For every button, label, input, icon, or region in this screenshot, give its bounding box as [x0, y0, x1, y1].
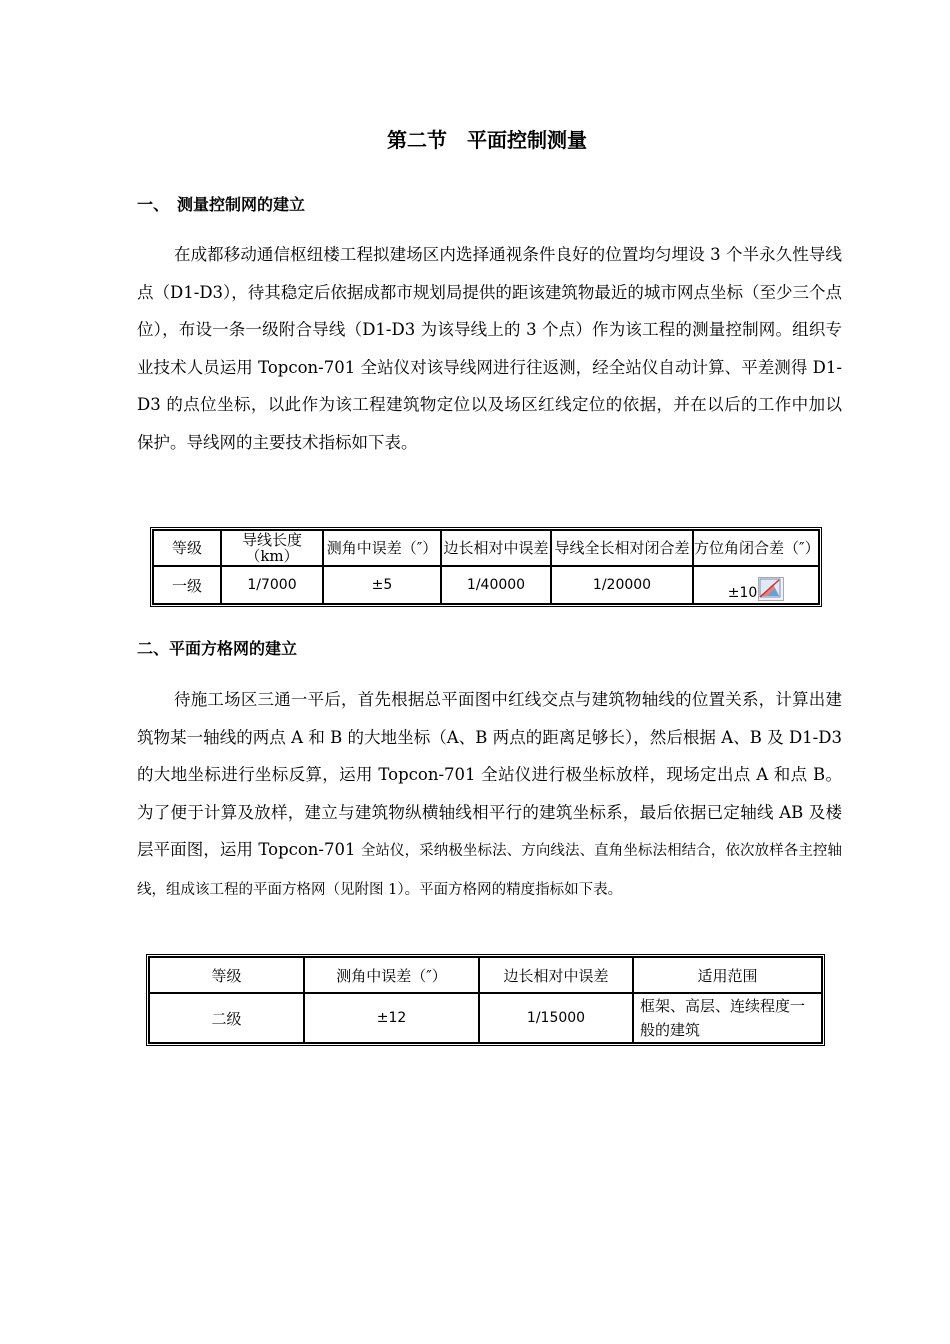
table-cell: 1/15000: [479, 993, 633, 1043]
table-header-row: [153, 530, 819, 566]
table-cell: 1/20000: [551, 566, 693, 604]
table-header-cell: 适用范围: [633, 957, 822, 993]
section-heading-control-network: 一、 测量控制网的建立: [137, 195, 306, 214]
table-cell: ±5: [323, 566, 441, 604]
paragraph-grid-main: 待施工场区三通一平后，首先根据总平面图中红线交点与建筑物轴线的位置关系，计算出建筑物某一轴线的两点 A 和 B 的大地坐标（A、B 两点的距离足够长），然后根据 A、B 及 D1-D3 的大地坐标进行坐标反算，运用 Topcon-701 全站仪进行极坐标放样，现场定出点 A 和点 B。为了便于计算及放样，建立与建筑物纵横轴线相平行的建筑坐标系，最后依据已定轴线 AB 及楼层平面图，运用 Topcon-701: [137, 690, 842, 859]
table-header-cell: 方位角闭合差（″）: [693, 530, 819, 566]
paragraph-grid-tail: 全站仪，采纳极坐标法、方向线法、直角坐标法相结合，依次放样各主控轴线，组成该工程的平面方格网（见附图 1）。平面方格网的精度指标如下表。: [137, 843, 842, 898]
table-cell-azimuth: [693, 566, 819, 604]
table-header-cell: 等级: [149, 957, 304, 993]
table-header-cell: 测角中误差（″）: [323, 530, 441, 566]
table-cell: 二级: [149, 993, 304, 1043]
page-title: 第二节 平面控制测量: [387, 128, 587, 152]
traverse-spec-table: [150, 527, 822, 607]
table-cell: 1/7000: [221, 566, 323, 604]
table-header-cell: 测角中误差（″）: [304, 957, 479, 993]
grid-spec-table: [146, 954, 825, 1046]
table-cell: 1/40000: [441, 566, 551, 604]
table-header-cell: 边长相对中误差: [441, 530, 551, 566]
table-cell: ±12: [304, 993, 479, 1043]
table-header-cell: 等级: [153, 530, 221, 566]
table-cell: ±10: [727, 585, 758, 601]
paragraph-grid-network: [137, 681, 842, 908]
table-row: [149, 993, 822, 1043]
broken-image-icon: [758, 577, 784, 601]
table-header-cell: 导线全长相对闭合差: [551, 530, 693, 566]
table-header-cell: 导线长度（km）: [221, 530, 323, 566]
paragraph-control-network: 在成都移动通信枢纽楼工程拟建场区内选择通视条件良好的位置均匀埋设 3 个半永久性导线点（D1-D3），待其稳定后依据成都市规划局提供的距该建筑物最近的城市网点坐标（至少三个点位），布设一条一级附合导线（D1-D3 为该导线上的 3 个点）作为该工程的测量控制网。组织专业技术人员运用 Topcon-701 全站仪对该导线网进行往返测，经全站仪自动计算、平差测得 D1-D3 的点位坐标，以此作为该工程建筑物定位以及场区红线定位的依据，并在以后的工作中加以保护。导线网的主要技术指标如下表。: [137, 245, 842, 452]
table-cell: 一级: [153, 566, 221, 604]
table-header-cell: 边长相对中误差: [479, 957, 633, 993]
table-row: [153, 566, 819, 604]
section-heading-grid-network: 二、平面方格网的建立: [137, 639, 298, 658]
table-cell: 框架、高层、连续程度一般的建筑: [633, 993, 822, 1043]
table-header-row: [149, 957, 822, 993]
